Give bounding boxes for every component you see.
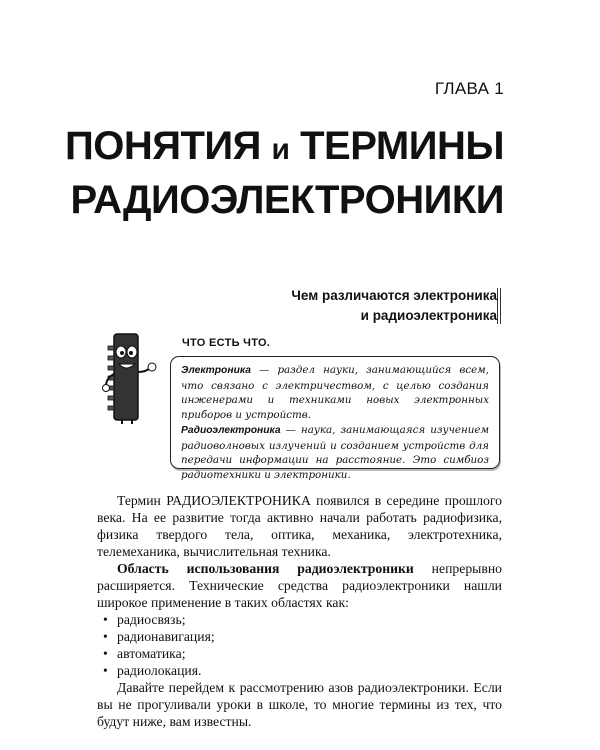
paragraph-2 bbox=[97, 560, 502, 611]
paragraph-2-bold: Область использования радиоэлектроники bbox=[117, 561, 414, 576]
title-word-2: ТЕРМИНЫ bbox=[300, 124, 504, 168]
what-is-label: ЧТО ЕСТЬ ЧТО. bbox=[182, 337, 271, 349]
list-item: • радиосвязь; bbox=[103, 612, 186, 627]
list-item: • радиолокация. bbox=[103, 663, 202, 678]
section-heading-line-1: Чем различаются электроника bbox=[291, 288, 497, 303]
title-conjunction: и bbox=[271, 133, 290, 166]
bullet-icon: • bbox=[103, 612, 108, 627]
section-heading bbox=[291, 286, 497, 326]
definitions-box bbox=[170, 356, 500, 481]
list-item: • автоматика; bbox=[103, 646, 186, 661]
section-heading-bar bbox=[497, 288, 501, 324]
bullet-icon: • bbox=[103, 663, 108, 678]
chapter-label: ГЛАВА 1 bbox=[434, 79, 504, 98]
page-title bbox=[0, 122, 504, 226]
title-word-1: ПОНЯТИЯ bbox=[64, 124, 261, 168]
body-text bbox=[97, 492, 502, 730]
paragraph-1: Термин РАДИОЭЛЕКТРОНИКА появился в середине прошлого века. На ее развитие тогда активно начали работать радиофизика, физика твердого тела, оптика, механика, электротехника, телемеханика, вычислительная техника. bbox=[97, 493, 502, 559]
bullet-icon: • bbox=[103, 646, 108, 661]
bullet-icon: • bbox=[103, 629, 108, 644]
paragraph-2-rest: непрерывно расширяется. Технические средства радиоэлектроники нашли широкое применение в таких областях как: bbox=[97, 561, 502, 610]
applications-list bbox=[97, 611, 502, 679]
definition-electronics bbox=[181, 363, 489, 422]
paragraph-3: Давайте перейдем к рассмотрению азов радиоэлектроники. Если вы не прогуливали уроки в школе, то многие термины из тех, что будут ниже, вам известны. bbox=[97, 680, 502, 729]
definition-radioelectronics bbox=[181, 423, 489, 482]
definition-text: — раздел науки, занимающийся всем, что связано с электричеством, с целью создания инженерами и техниками новых электронных приборов и устройств. bbox=[181, 364, 489, 421]
definition-text: — наука, занимающаяся изучением радиоволновых излучений и созданием устройств для передачи информации на расстояние. Это симбиоз радиотехники и электроники. bbox=[181, 424, 489, 481]
list-item: • радионавигация; bbox=[103, 629, 215, 644]
title-line-2: РАДИОЭЛЕКТРОНИКИ bbox=[70, 178, 504, 222]
definition-term: Радиоэлектроника bbox=[181, 425, 281, 436]
section-heading-line-2: и радиоэлектроника bbox=[360, 308, 497, 323]
microchip-mascot-icon bbox=[100, 326, 162, 426]
definition-term: Электроника bbox=[181, 365, 251, 376]
